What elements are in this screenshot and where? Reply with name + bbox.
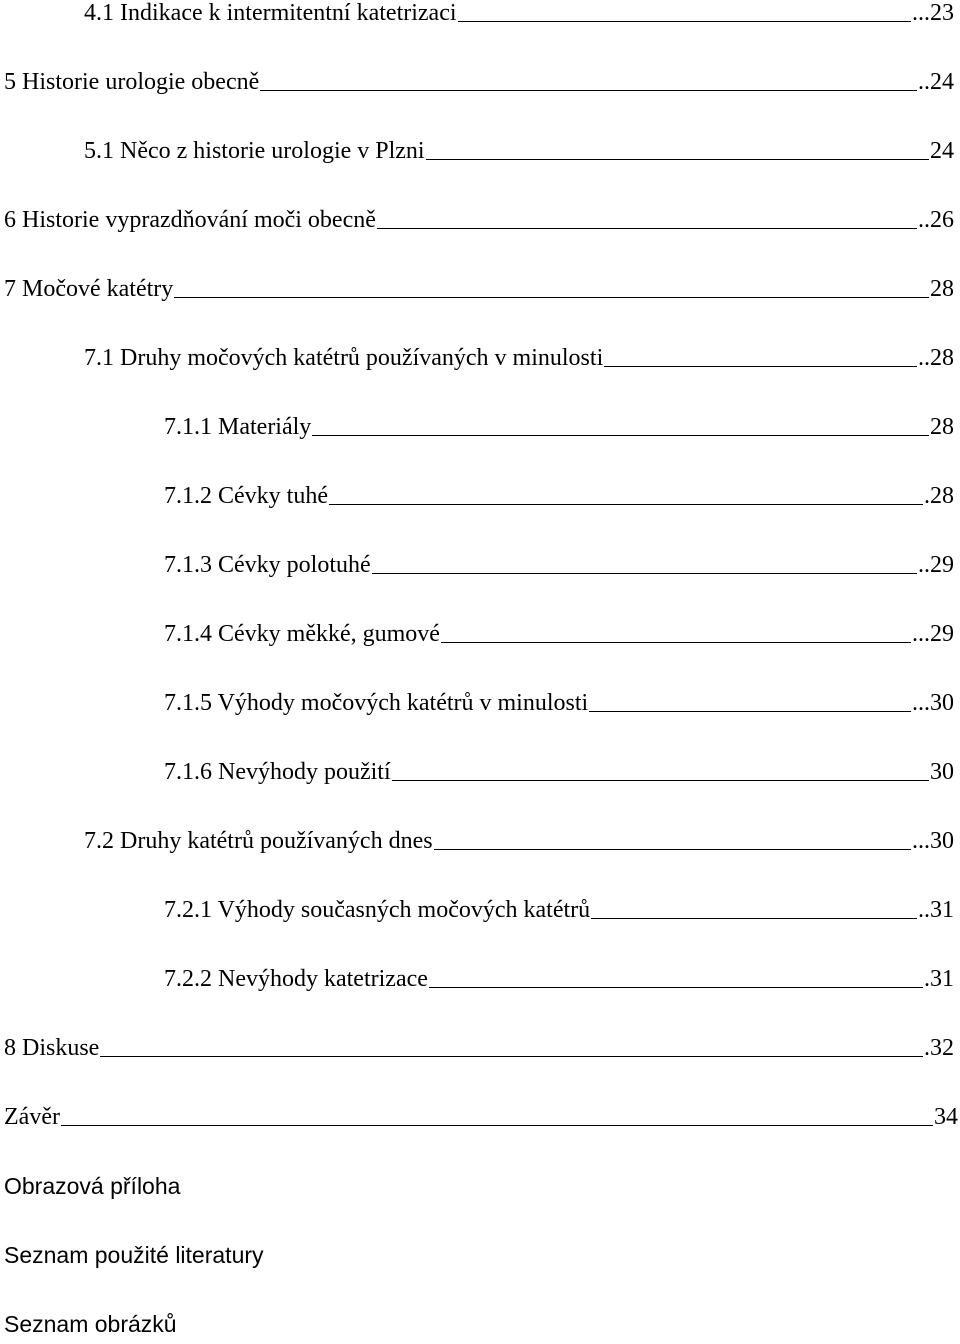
toc-entry-title: 7.1.5 Výhody močových katétrů v minulosti [164, 683, 589, 723]
toc-entry-page-number: ..24 [917, 62, 954, 102]
toc-entry-4-1[interactable] [84, 0, 954, 33]
toc-entry-title: 7.1.2 Cévky tuhé [164, 476, 329, 516]
toc-entry-7-2-2[interactable] [164, 959, 954, 999]
toc-entry-page-number: 30 [929, 752, 954, 792]
toc-entry-title: 7.1.1 Materiály [164, 407, 312, 447]
toc-entry-6[interactable] [4, 200, 954, 240]
dot-leader [4, 1125, 958, 1126]
toc-entry-page-number: ...23 [911, 0, 954, 33]
toc-entry-page-number: .28 [923, 476, 954, 516]
toc-entry-page-number: 28 [929, 407, 954, 447]
toc-entry-title: Obrazová příloha [4, 1166, 181, 1206]
toc-entry-page-number: ..26 [917, 200, 954, 240]
toc-entry-5[interactable] [4, 62, 954, 102]
toc-entry-title: 7.1.4 Cévky měkké, gumové [164, 614, 441, 654]
dot-leader [4, 1056, 954, 1057]
toc-entry-title: 6 Historie vyprazdňování moči obecně [4, 200, 377, 240]
toc-entry-title: 7.2.1 Výhody současných močových katétrů [164, 890, 591, 930]
toc-entry-title: 4.1 Indikace k intermitentní katetrizaci [84, 0, 458, 33]
toc-entry-title: 8 Diskuse [4, 1028, 100, 1068]
toc-entry-page-number: ..28 [917, 338, 954, 378]
toc-entry-title: 5.1 Něco z historie urologie v Plzni [84, 131, 426, 171]
toc-entry-title: Seznam obrázků [4, 1304, 178, 1344]
toc-entry-page-number: ...29 [911, 614, 954, 654]
toc-entry-zaver[interactable] [4, 1097, 958, 1137]
toc-entry-page-number: ..31 [917, 890, 954, 930]
toc-entry-7-1[interactable] [84, 338, 954, 378]
toc-entry-5-1[interactable] [84, 131, 954, 171]
toc-entry-page-number: 28 [929, 269, 954, 309]
toc-entry-7-1-1[interactable] [164, 407, 954, 447]
toc-entry-7[interactable] [4, 269, 954, 309]
toc-entry-title: 7.1.3 Cévky polotuhé [164, 545, 372, 585]
toc-entry-title: 5 Historie urologie obecně [4, 62, 260, 102]
toc-entry-seznam-obrazku[interactable] [4, 1304, 954, 1344]
toc-entry-page-number: ...30 [911, 683, 954, 723]
toc-entry-page-number: .31 [923, 959, 954, 999]
toc-entry-title: 7.1.6 Nevýhody použití [164, 752, 392, 792]
toc-entry-title: 7.2 Druhy katétrů používaných dnes [84, 821, 434, 861]
toc-entry-obrazova-priloha[interactable] [4, 1166, 954, 1206]
toc-entry-page-number: ...30 [911, 821, 954, 861]
toc-entry-7-1-3[interactable] [164, 545, 954, 585]
toc-entry-seznam-pouzite-literatury[interactable] [4, 1235, 954, 1275]
toc-entry-title: Závěr [4, 1097, 61, 1137]
toc-entry-7-2-1[interactable] [164, 890, 954, 930]
toc-entry-page-number: .32 [923, 1028, 954, 1068]
toc-entry-page-number: 24 [929, 131, 954, 171]
toc-entry-title: 7.1 Druhy močových katétrů používaných v minulosti [84, 338, 604, 378]
toc-entry-7-2[interactable] [84, 821, 954, 861]
toc-entry-7-1-5[interactable] [164, 683, 954, 723]
toc-entry-7-1-2[interactable] [164, 476, 954, 516]
toc-entry-7-1-4[interactable] [164, 614, 954, 654]
toc-entry-page-number: 34 [933, 1097, 958, 1137]
toc-entry-8[interactable] [4, 1028, 954, 1068]
toc-entry-title: 7.2.2 Nevýhody katetrizace [164, 959, 429, 999]
toc-entry-title: Seznam použité literatury [4, 1235, 265, 1275]
toc-entry-title: 7 Močové katétry [4, 269, 174, 309]
toc-entry-7-1-6[interactable] [164, 752, 954, 792]
toc-entry-page-number: ..29 [917, 545, 954, 585]
